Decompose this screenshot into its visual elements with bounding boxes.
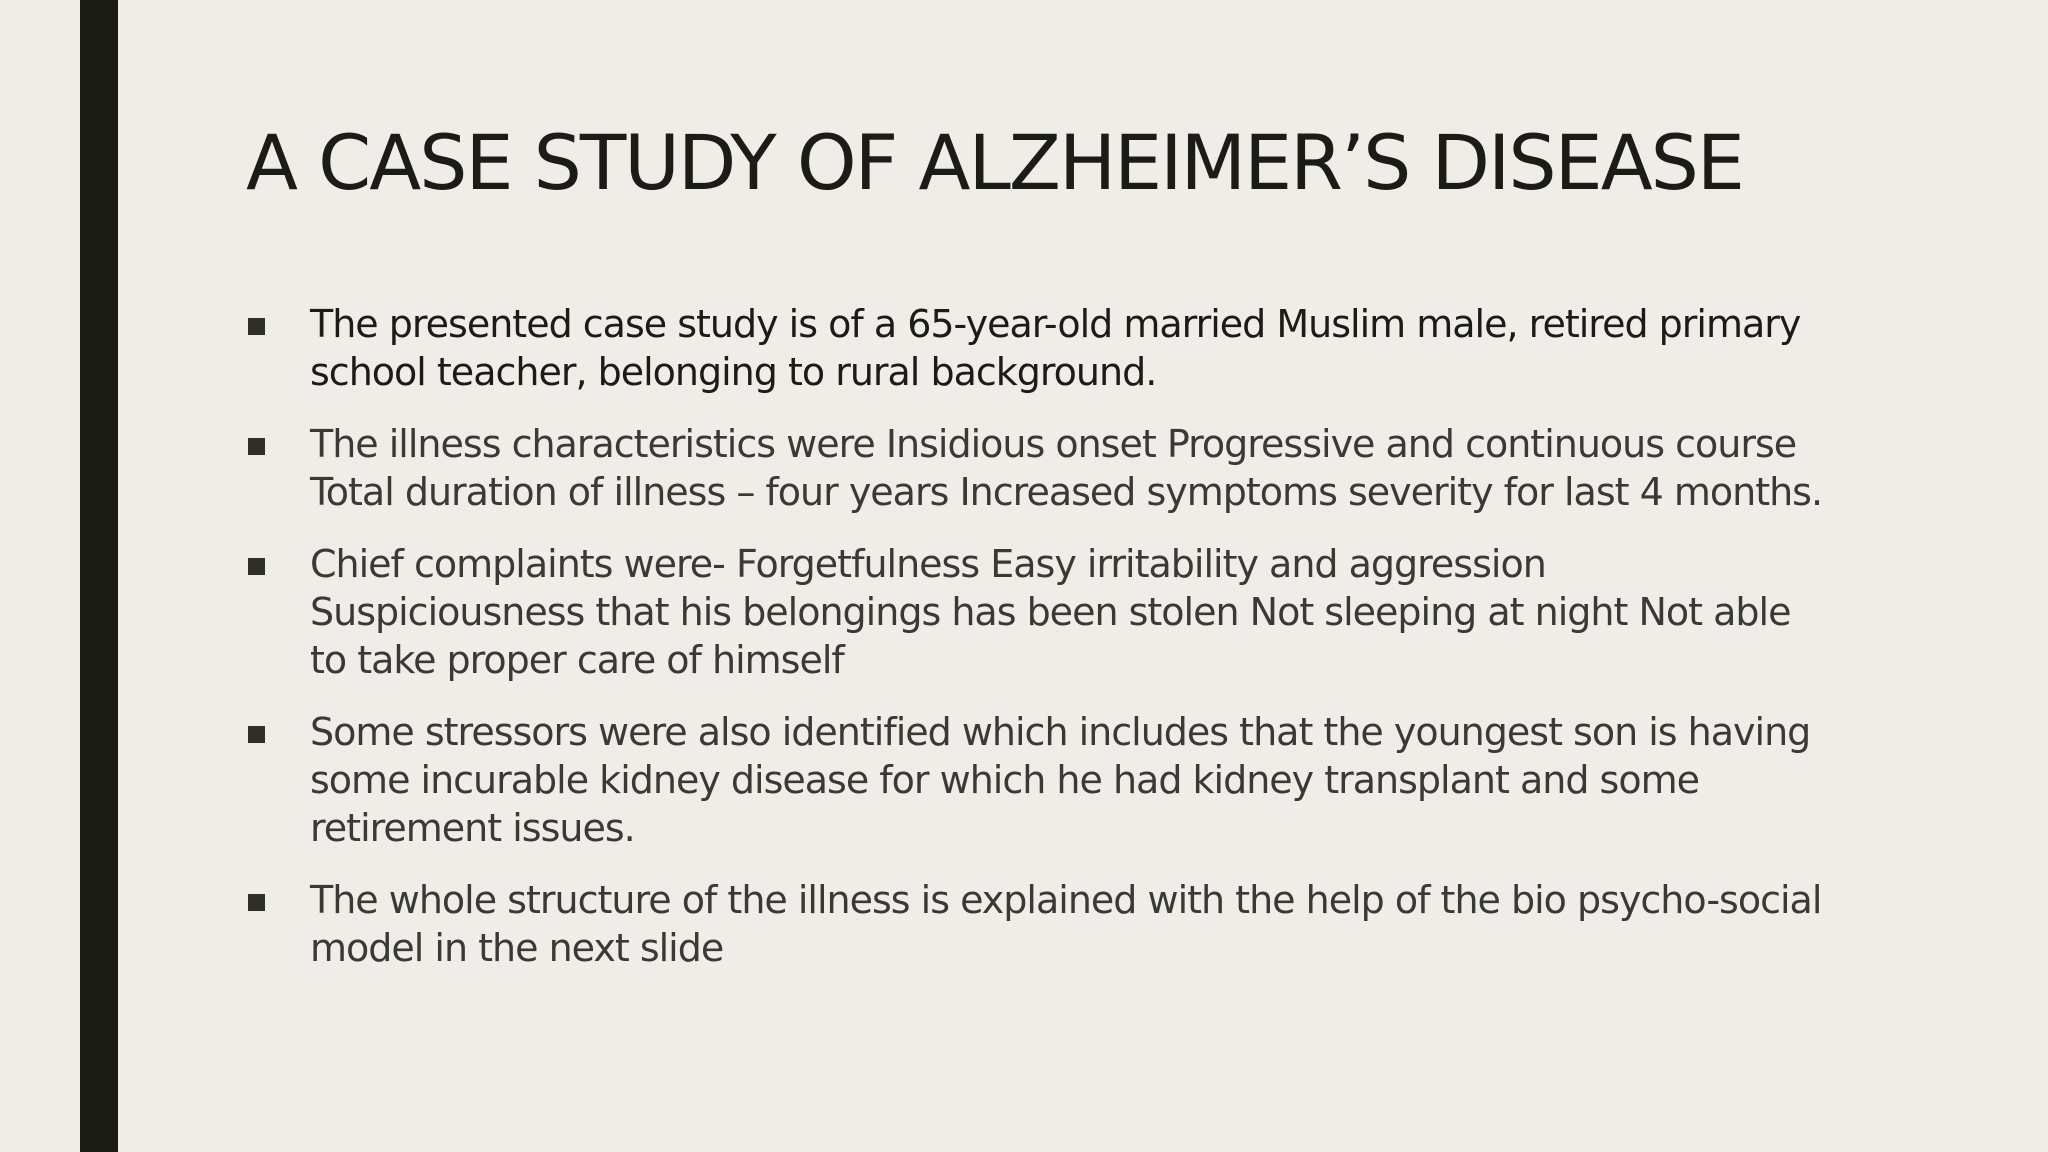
bullet-item xyxy=(246,876,1826,972)
bullet-item xyxy=(246,540,1826,684)
bullet-text: The whole structure of the illness is explained with the help of the bio psycho-social model in the next slide xyxy=(310,878,1822,970)
square-bullet-icon xyxy=(248,438,265,455)
bullet-text: The illness characteristics were Insidious onset Progressive and continuous course Total duration of illness – four years Increased symptoms severity for last 4 months. xyxy=(310,422,1823,514)
square-bullet-icon xyxy=(248,558,265,575)
accent-bar xyxy=(80,0,118,1152)
bullet-text: The presented case study is of a 65-year-old married Muslim male, retired primary school teacher, belonging to rural background. xyxy=(310,302,1801,394)
bullet-list xyxy=(246,300,1826,996)
bullet-item xyxy=(246,708,1826,852)
bullet-text: Some stressors were also identified which includes that the youngest son is having some incurable kidney disease for which he had kidney transplant and some retirement issues. xyxy=(310,710,1811,850)
slide-title: A CASE STUDY OF ALZHEIMER’S DISEASE xyxy=(246,118,1743,207)
square-bullet-icon xyxy=(248,726,265,743)
square-bullet-icon xyxy=(248,318,265,335)
bullet-item xyxy=(246,300,1826,396)
bullet-text: Chief complaints were- Forgetfulness Easy irritability and aggression Suspiciousness that his belongings has been stolen Not sleeping at night Not able to take proper care of himself xyxy=(310,542,1791,682)
bullet-item xyxy=(246,420,1826,516)
square-bullet-icon xyxy=(248,894,265,911)
